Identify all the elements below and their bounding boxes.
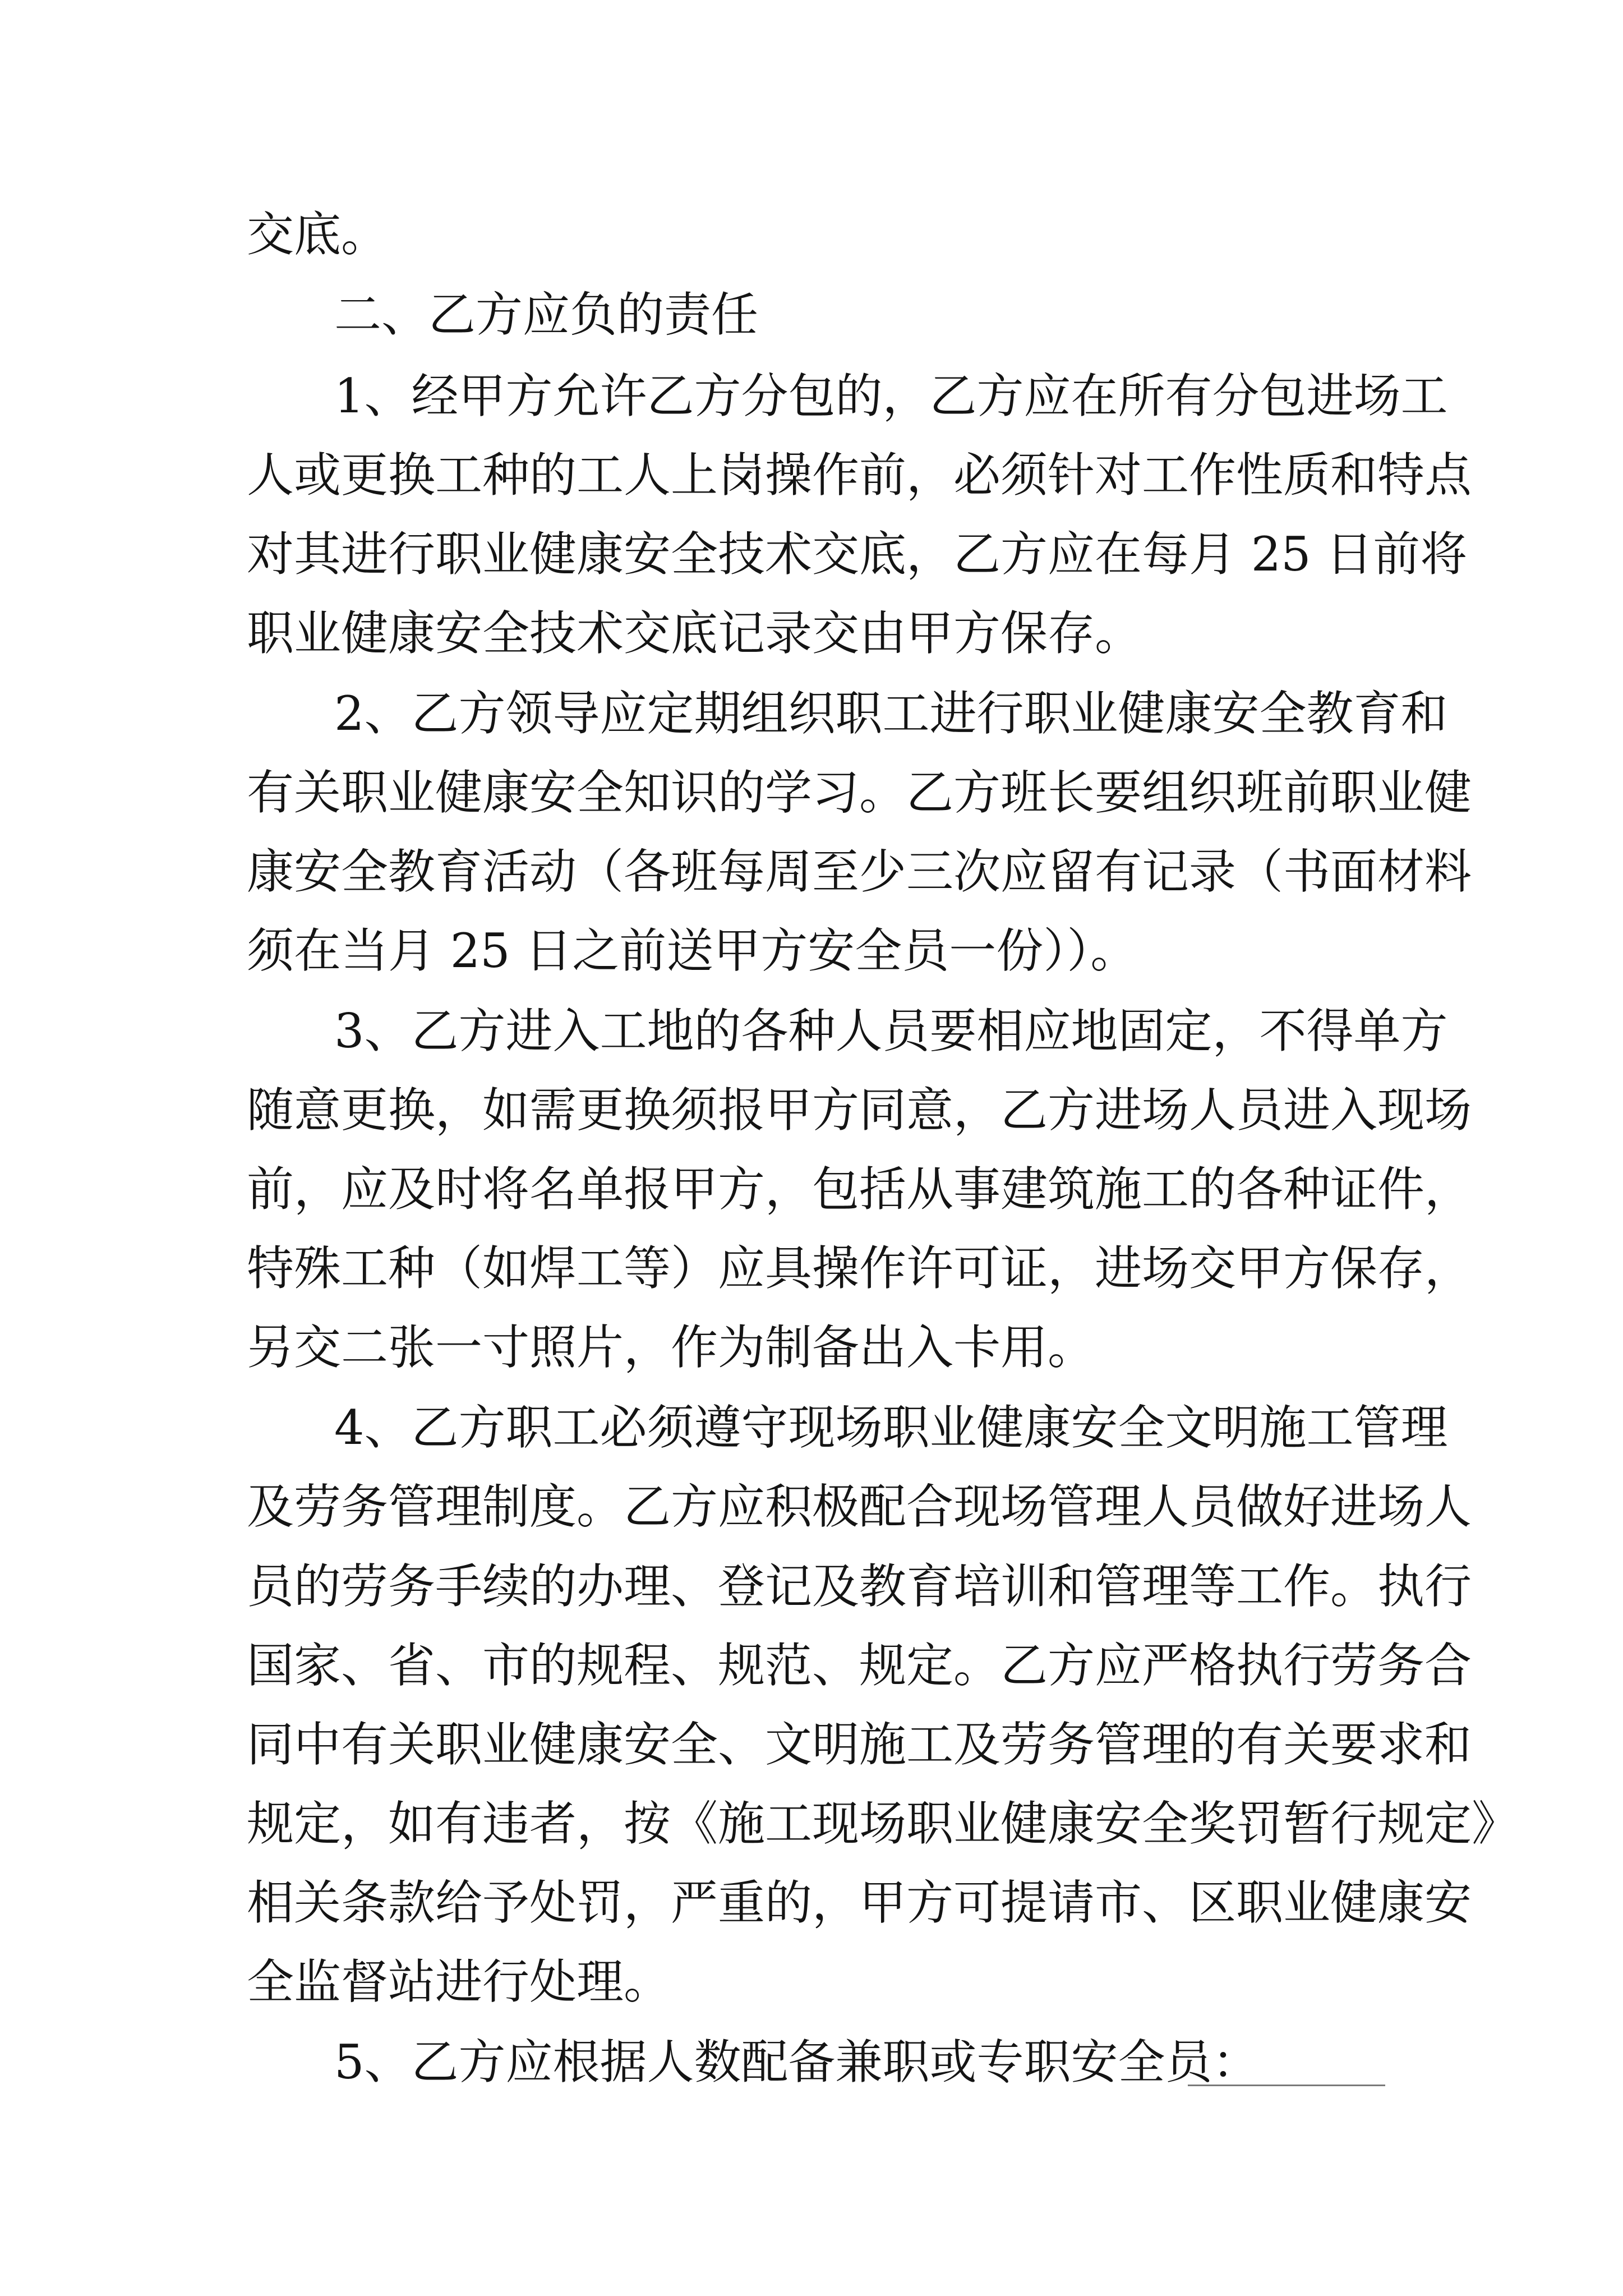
paragraph-line: 5、乙方应根据人数配备兼职或专职安全员： [334,2035,1260,2090]
paragraph-line: 员的劳务手续的办理、登记及教育培训和管理等工作。执行 [247,1559,1472,1614]
paragraph-line: 有关职业健康安全知识的学习。乙方班长要组织班前职业健 [247,765,1472,820]
paragraph-line: 1、经甲方允许乙方分包的，乙方应在所有分包进场工 [334,369,1448,424]
paragraph-line: 3、乙方进入工地的各种人员要相应地固定，不得单方 [334,1004,1448,1059]
paragraph-line: 对其进行职业健康安全技术交底，乙方应在每月 25 日前将 [247,527,1468,582]
paragraph-line: 须在当月 25 日之前送甲方安全员一份））。 [247,923,1138,978]
paragraph-line: 康安全教育活动（各班每周至少三次应留有记录（书面材料 [247,844,1472,899]
paragraph-line: 随意更换，如需更换须报甲方同意，乙方进场人员进入现场 [247,1083,1472,1138]
paragraph-line: 另交二张一寸照片，作为制备出入卡用。 [247,1320,1095,1375]
paragraph-line: 交底。 [247,207,389,262]
paragraph-line: 2、乙方领导应定期组织职工进行职业健康安全教育和 [334,686,1448,741]
paragraph-line: 全监督站进行处理。 [247,1954,671,2009]
paragraph-line: 4、乙方职工必须遵守现场职业健康安全文明施工管理 [334,1400,1448,1455]
paragraph-line: 职业健康安全技术交底记录交由甲方保存。 [247,606,1142,661]
paragraph-line: 相关条款给予处罚，严重的，甲方可提请市、区职业健康安 [247,1875,1472,1930]
paragraph-line: 前，应及时将名单报甲方，包括从事建筑施工的各种证件， [247,1162,1472,1217]
paragraph-line: 特殊工种（如焊工等）应具操作许可证，进场交甲方保存， [247,1241,1472,1296]
paragraph-line: 人或更换工种的工人上岗操作前，必须针对工作性质和特点 [247,448,1472,503]
paragraph-line: 同中有关职业健康安全、文明施工及劳务管理的有关要求和 [247,1717,1472,1772]
paragraph-line: 规定，如有违者，按《施工现场职业健康安全奖罚暂行规定》 [247,1796,1519,1851]
section-heading: 二、乙方应负的责任 [334,287,759,342]
paragraph-line: 及劳务管理制度。乙方应积极配合现场管理人员做好进场人 [247,1479,1472,1534]
fill-in-blank[interactable] [1188,2085,1385,2086]
paragraph-line: 国家、省、市的规程、规范、规定。乙方应严格执行劳务合 [247,1638,1472,1693]
